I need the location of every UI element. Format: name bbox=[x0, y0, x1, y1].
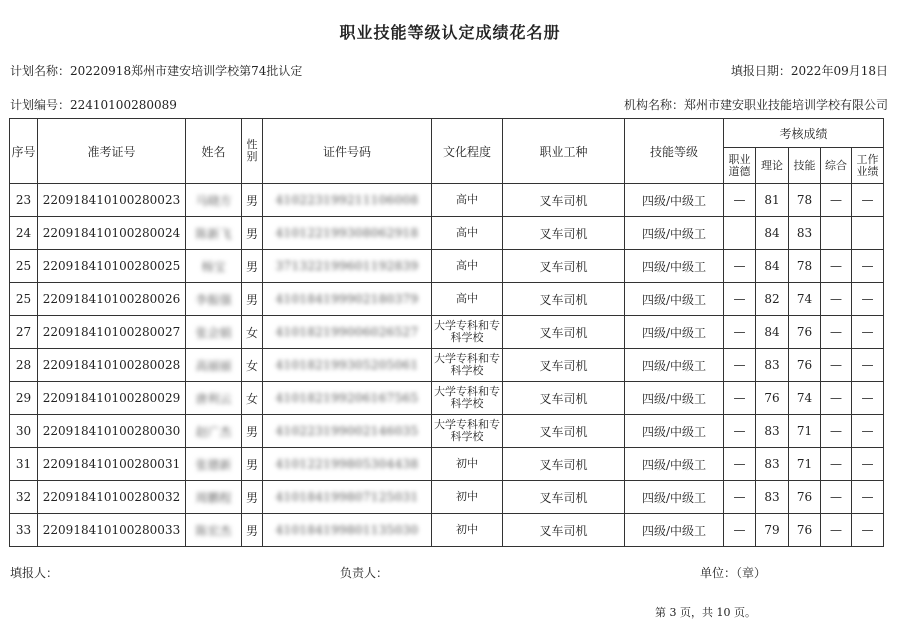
cell-education: 初中 bbox=[432, 481, 503, 514]
cell-id-number-text: 410184199801135030 bbox=[275, 523, 419, 537]
cell-id-number bbox=[263, 481, 432, 514]
cell-theory: 79 bbox=[756, 514, 789, 547]
cell-ethics: — bbox=[724, 448, 756, 481]
table-row bbox=[10, 217, 884, 250]
cell-ethics: — bbox=[724, 283, 756, 316]
cell-performance: — bbox=[852, 415, 884, 448]
cell-skill: 76 bbox=[789, 514, 821, 547]
cell-skill-level: 四级/中级工 bbox=[625, 448, 724, 481]
unit-seal-label: 单位：（章） bbox=[700, 566, 767, 580]
cell-performance: — bbox=[852, 382, 884, 415]
cell-seq: 31 bbox=[10, 448, 38, 481]
header-overall: 综合 bbox=[821, 148, 852, 184]
cell-seq: 28 bbox=[10, 349, 38, 382]
cell-exam-number: 220918410100280023 bbox=[38, 184, 186, 217]
cell-overall: — bbox=[821, 448, 852, 481]
cell-name-text: 周鹏程 bbox=[195, 490, 232, 505]
cell-overall: — bbox=[821, 184, 852, 217]
cell-theory: 83 bbox=[756, 349, 789, 382]
cell-skill-level: 四级/中级工 bbox=[625, 514, 724, 547]
cell-gender: 女 bbox=[242, 382, 263, 415]
header-name: 姓名 bbox=[186, 119, 242, 184]
table-row bbox=[10, 382, 884, 415]
cell-performance: — bbox=[852, 448, 884, 481]
cell-ethics bbox=[724, 217, 756, 250]
cell-exam-number: 220918410100280024 bbox=[38, 217, 186, 250]
header-seq: 序号 bbox=[10, 119, 38, 184]
table-row bbox=[10, 481, 884, 514]
cell-theory: 84 bbox=[756, 250, 789, 283]
cell-seq: 30 bbox=[10, 415, 38, 448]
cell-name bbox=[186, 283, 242, 316]
cell-theory: 84 bbox=[756, 316, 789, 349]
header-theory: 理论 bbox=[756, 148, 789, 184]
cell-education: 大学专科和专科学校 bbox=[432, 382, 503, 415]
cell-seq: 24 bbox=[10, 217, 38, 250]
cell-gender: 男 bbox=[242, 250, 263, 283]
cell-overall: — bbox=[821, 415, 852, 448]
cell-skill: 71 bbox=[789, 415, 821, 448]
cell-name bbox=[186, 184, 242, 217]
cell-id-number bbox=[263, 415, 432, 448]
cell-gender: 男 bbox=[242, 283, 263, 316]
cell-exam-number: 220918410100280028 bbox=[38, 349, 186, 382]
cell-name bbox=[186, 382, 242, 415]
cell-id-number-text: 410182199206167565 bbox=[275, 391, 419, 405]
cell-education: 高中 bbox=[432, 217, 503, 250]
cell-id-number bbox=[263, 283, 432, 316]
cell-name bbox=[186, 217, 242, 250]
cell-name-text: 马晓方 bbox=[195, 193, 232, 208]
fill-date: 填报日期：2022年09月18日 bbox=[730, 64, 888, 78]
header-assessment-scores: 考核成绩 bbox=[724, 119, 884, 148]
cell-education: 大学专科和专科学校 bbox=[432, 415, 503, 448]
cell-skill-level: 四级/中级工 bbox=[625, 283, 724, 316]
cell-job-type: 叉车司机 bbox=[503, 250, 625, 283]
cell-name-text: 李振强 bbox=[195, 292, 232, 307]
cell-job-type: 叉车司机 bbox=[503, 415, 625, 448]
cell-gender: 男 bbox=[242, 217, 263, 250]
cell-name bbox=[186, 250, 242, 283]
cell-job-type: 叉车司机 bbox=[503, 514, 625, 547]
cell-seq: 25 bbox=[10, 250, 38, 283]
cell-name bbox=[186, 514, 242, 547]
cell-education: 初中 bbox=[432, 448, 503, 481]
cell-id-number-text: 410184199902180379 bbox=[275, 292, 419, 306]
responsible-label: 负责人： bbox=[340, 566, 389, 580]
cell-seq: 33 bbox=[10, 514, 38, 547]
cell-job-type: 叉车司机 bbox=[503, 316, 625, 349]
table-row bbox=[10, 250, 884, 283]
cell-ethics: — bbox=[724, 349, 756, 382]
cell-theory: 83 bbox=[756, 415, 789, 448]
cell-gender: 女 bbox=[242, 316, 263, 349]
cell-skill-level: 四级/中级工 bbox=[625, 250, 724, 283]
cell-id-number-text: 410122199308062918 bbox=[275, 226, 419, 240]
cell-id-number bbox=[263, 217, 432, 250]
cell-ethics: — bbox=[724, 415, 756, 448]
header-skill: 技能 bbox=[789, 148, 821, 184]
cell-education: 大学专科和专科学校 bbox=[432, 316, 503, 349]
cell-ethics: — bbox=[724, 481, 756, 514]
cell-name bbox=[186, 415, 242, 448]
cell-job-type: 叉车司机 bbox=[503, 448, 625, 481]
cell-job-type: 叉车司机 bbox=[503, 217, 625, 250]
table-row bbox=[10, 316, 884, 349]
cell-seq: 27 bbox=[10, 316, 38, 349]
document-title: 职业技能等级认定成绩花名册 bbox=[339, 23, 561, 42]
cell-job-type: 叉车司机 bbox=[503, 283, 625, 316]
cell-skill: 76 bbox=[789, 349, 821, 382]
cell-skill: 78 bbox=[789, 250, 821, 283]
header-skill-level: 技能等级 bbox=[625, 119, 724, 184]
cell-id-number bbox=[263, 250, 432, 283]
cell-seq: 25 bbox=[10, 283, 38, 316]
cell-theory: 76 bbox=[756, 382, 789, 415]
cell-performance: — bbox=[852, 316, 884, 349]
cell-id-number bbox=[263, 514, 432, 547]
cell-name-text: 赵广杰 bbox=[195, 424, 232, 439]
cell-performance: — bbox=[852, 250, 884, 283]
cell-education: 大学专科和专科学校 bbox=[432, 349, 503, 382]
cell-id-number bbox=[263, 184, 432, 217]
header-gender: 性别 bbox=[242, 119, 263, 184]
cell-performance: — bbox=[852, 481, 884, 514]
cell-skill-level: 四级/中级工 bbox=[625, 382, 724, 415]
cell-ethics: — bbox=[724, 514, 756, 547]
cell-id-number-text: 371322199601192839 bbox=[275, 259, 419, 273]
plan-number: 计划编号：22410100280089 bbox=[10, 98, 177, 112]
cell-education: 高中 bbox=[432, 283, 503, 316]
cell-exam-number: 220918410100280026 bbox=[38, 283, 186, 316]
cell-theory: 84 bbox=[756, 217, 789, 250]
cell-ethics: — bbox=[724, 316, 756, 349]
cell-overall: — bbox=[821, 316, 852, 349]
score-roster-table bbox=[9, 118, 884, 547]
cell-skill-level: 四级/中级工 bbox=[625, 184, 724, 217]
cell-gender: 男 bbox=[242, 415, 263, 448]
header-job-type: 职业工种 bbox=[503, 119, 625, 184]
plan-name: 计划名称：20220918郑州市建安培训学校第74批认定 bbox=[10, 64, 303, 78]
cell-education: 初中 bbox=[432, 514, 503, 547]
cell-name-text: 杨宝 bbox=[201, 259, 226, 274]
cell-exam-number: 220918410100280030 bbox=[38, 415, 186, 448]
cell-theory: 83 bbox=[756, 448, 789, 481]
cell-theory: 82 bbox=[756, 283, 789, 316]
header-ethics: 职业道德 bbox=[724, 148, 756, 184]
cell-name-text: 张会娟 bbox=[195, 325, 232, 340]
cell-exam-number: 220918410100280027 bbox=[38, 316, 186, 349]
organization-name: 机构名称：郑州市建安职业技能培训学校有限公司 bbox=[623, 98, 888, 112]
cell-id-number-text: 410182199006026527 bbox=[275, 325, 419, 339]
table-row bbox=[10, 283, 884, 316]
cell-education: 高中 bbox=[432, 250, 503, 283]
table-row bbox=[10, 514, 884, 547]
cell-ethics: — bbox=[724, 184, 756, 217]
cell-skill-level: 四级/中级工 bbox=[625, 481, 724, 514]
cell-gender: 男 bbox=[242, 184, 263, 217]
cell-overall: — bbox=[821, 283, 852, 316]
table-row bbox=[10, 184, 884, 217]
cell-skill: 76 bbox=[789, 316, 821, 349]
cell-id-number bbox=[263, 448, 432, 481]
header-id-number: 证件号码 bbox=[263, 119, 432, 184]
cell-id-number-text: 410223199002146035 bbox=[275, 424, 419, 438]
cell-overall: — bbox=[821, 514, 852, 547]
cell-skill: 74 bbox=[789, 283, 821, 316]
cell-overall: — bbox=[821, 481, 852, 514]
cell-education: 高中 bbox=[432, 184, 503, 217]
cell-seq: 29 bbox=[10, 382, 38, 415]
cell-theory: 83 bbox=[756, 481, 789, 514]
cell-overall bbox=[821, 217, 852, 250]
header-education: 文化程度 bbox=[432, 119, 503, 184]
cell-id-number-text: 410182199305205061 bbox=[275, 358, 419, 372]
page-info: 第 3 页，共 10 页。 bbox=[655, 606, 756, 619]
cell-overall: — bbox=[821, 349, 852, 382]
cell-ethics: — bbox=[724, 382, 756, 415]
header-exam-number: 准考证号 bbox=[38, 119, 186, 184]
cell-exam-number: 220918410100280031 bbox=[38, 448, 186, 481]
cell-skill: 71 bbox=[789, 448, 821, 481]
cell-id-number-text: 410223199211106008 bbox=[275, 193, 419, 207]
cell-ethics: — bbox=[724, 250, 756, 283]
header-performance: 工作业绩 bbox=[852, 148, 884, 184]
cell-name bbox=[186, 316, 242, 349]
cell-performance: — bbox=[852, 514, 884, 547]
cell-theory: 81 bbox=[756, 184, 789, 217]
cell-skill: 83 bbox=[789, 217, 821, 250]
cell-seq: 32 bbox=[10, 481, 38, 514]
table-row bbox=[10, 448, 884, 481]
cell-exam-number: 220918410100280033 bbox=[38, 514, 186, 547]
cell-job-type: 叉车司机 bbox=[503, 349, 625, 382]
cell-name-text: 陈新飞 bbox=[195, 226, 232, 241]
table-row bbox=[10, 349, 884, 382]
cell-job-type: 叉车司机 bbox=[503, 481, 625, 514]
cell-job-type: 叉车司机 bbox=[503, 184, 625, 217]
cell-gender: 男 bbox=[242, 514, 263, 547]
cell-id-number bbox=[263, 316, 432, 349]
cell-name-text: 唐利云 bbox=[195, 391, 232, 406]
cell-skill-level: 四级/中级工 bbox=[625, 316, 724, 349]
cell-skill: 74 bbox=[789, 382, 821, 415]
cell-skill-level: 四级/中级工 bbox=[625, 349, 724, 382]
cell-exam-number: 220918410100280029 bbox=[38, 382, 186, 415]
cell-gender: 男 bbox=[242, 448, 263, 481]
cell-overall: — bbox=[821, 250, 852, 283]
cell-gender: 男 bbox=[242, 481, 263, 514]
cell-skill: 76 bbox=[789, 481, 821, 514]
cell-performance: — bbox=[852, 184, 884, 217]
cell-id-number-text: 410122199805304438 bbox=[275, 457, 419, 471]
cell-id-number-text: 410184199807125031 bbox=[275, 490, 419, 504]
cell-name-text: 高丽丽 bbox=[195, 358, 232, 373]
cell-name-text: 张德新 bbox=[195, 457, 232, 472]
cell-name-text: 陈宏杰 bbox=[195, 523, 232, 538]
cell-id-number bbox=[263, 349, 432, 382]
cell-skill: 78 bbox=[789, 184, 821, 217]
filler-label: 填报人： bbox=[10, 566, 59, 580]
cell-seq: 23 bbox=[10, 184, 38, 217]
cell-name bbox=[186, 349, 242, 382]
cell-name bbox=[186, 481, 242, 514]
cell-exam-number: 220918410100280025 bbox=[38, 250, 186, 283]
cell-overall: — bbox=[821, 382, 852, 415]
table-row bbox=[10, 415, 884, 448]
cell-performance: — bbox=[852, 283, 884, 316]
cell-gender: 女 bbox=[242, 349, 263, 382]
cell-skill-level: 四级/中级工 bbox=[625, 415, 724, 448]
cell-job-type: 叉车司机 bbox=[503, 382, 625, 415]
cell-name bbox=[186, 448, 242, 481]
cell-performance: — bbox=[852, 349, 884, 382]
cell-skill-level: 四级/中级工 bbox=[625, 217, 724, 250]
cell-performance bbox=[852, 217, 884, 250]
cell-exam-number: 220918410100280032 bbox=[38, 481, 186, 514]
cell-id-number bbox=[263, 382, 432, 415]
